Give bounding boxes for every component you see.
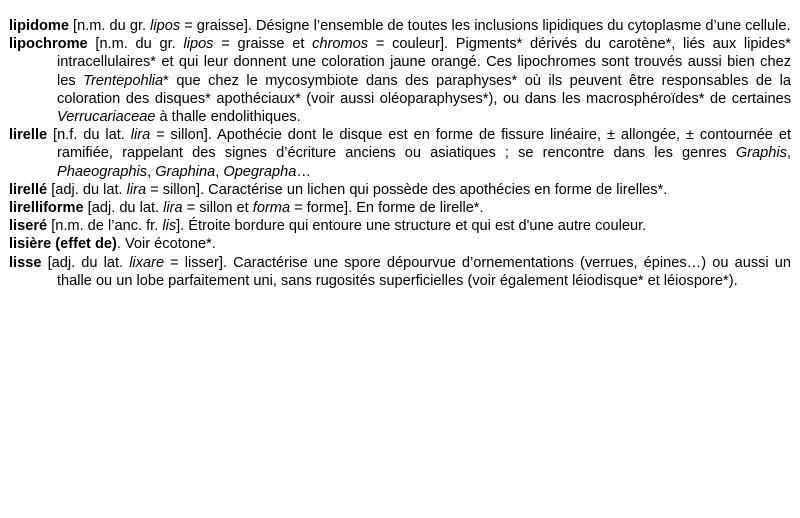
entry-italic-text: Opegrapha: [223, 163, 297, 180]
glossary-entry: [9, 17, 791, 35]
glossary-entry: [9, 254, 791, 290]
entry-definition-text: [adj. du lat.: [83, 200, 164, 217]
entry-definition-text: à thalle endolithiques.: [155, 109, 301, 126]
entry-definition-text: = sillon]. Caractérise un lichen qui possède des apothécies en forme de lirelles*.: [146, 181, 668, 198]
entry-italic-text: lira: [163, 200, 183, 217]
entry-definition-text: [n.m. de l’anc. fr.: [47, 218, 163, 235]
entry-italic-text: Phaeographis: [57, 163, 148, 180]
entry-definition-text: ,: [147, 163, 156, 180]
entry-definition-text: [n.m. du gr.: [87, 36, 184, 53]
entry-definition-text: = sillon]. Apothécie dont le disque est en forme de fissure linéaire, ± allongée, ± contournée et ramifiée, rappelant des signes d’écriture anciens ou asiatiques ; se rencontre dans les genres: [57, 127, 791, 162]
entry-definition-text: = couleur]. Pigments* dérivés du carotène*, liés aux lipides* intracellulaires* et qui leur donnent une coloration jaune orangé. Ces lipochromes sont trouvés aussi bien chez les: [57, 36, 791, 89]
glossary-entry: [9, 217, 791, 235]
entry-term: lirelle: [9, 127, 48, 144]
glossary-entry: [9, 35, 791, 126]
entry-italic-text: lira: [130, 127, 151, 144]
entry-definition-text: [adj. du lat.: [41, 254, 130, 271]
entry-definition-text: ,: [215, 163, 224, 180]
entry-term: lisière (effet de): [9, 236, 117, 253]
entry-term: lirelliforme: [9, 200, 84, 217]
entry-italic-text: lixare: [129, 254, 165, 271]
entry-italic-text: Graphis: [735, 145, 787, 162]
glossary-entry: [9, 181, 791, 199]
entry-definition-text: = sillon et: [182, 200, 253, 217]
entry-term: lirellé: [9, 181, 48, 198]
entry-italic-text: Verrucariaceae: [57, 109, 156, 126]
entry-definition-text: = graisse]. Désigne l’ensemble de toutes les inclusions lipidiques du cytoplasme d’une cellule.: [180, 18, 791, 34]
glossary-entry: [9, 235, 791, 253]
entry-italic-text: chromos: [312, 36, 369, 53]
entry-term: lipidome: [9, 18, 69, 34]
entry-italic-text: Graphina: [155, 163, 216, 180]
entry-italic-text: Trentepohlia: [83, 72, 164, 89]
entry-definition-text: ,: [786, 145, 791, 162]
glossary-entry: [9, 199, 791, 217]
glossary-entry: [9, 126, 791, 181]
entry-italic-text: forma: [252, 200, 291, 217]
entry-definition-text: [n.m. du gr.: [69, 18, 151, 34]
entry-italic-text: lira: [126, 181, 147, 198]
entry-definition-text: = graisse et: [213, 36, 313, 53]
entry-italic-text: lipos: [150, 18, 181, 34]
entry-definition-text: . Voir écotone*.: [116, 236, 216, 253]
entry-italic-text: lis: [162, 218, 177, 235]
entry-definition-text: = lisser]. Caractérise une spore dépourvue d’ornementations (verrues, épines…) ou aussi un thalle ou un lobe parfaitement uni, sans rugosités superficielles (voir également léiodisque* et léiospore*).: [57, 254, 791, 289]
entry-term: liseré: [9, 218, 48, 235]
entry-definition-text: …: [296, 163, 311, 180]
entry-definition-text: * que chez le mycosymbiote dans des paraphyses* où ils peuvent être responsables de la coloration des disques* apothéciaux* (voir aussi oléoparaphyses*), ou dans les macrosphéroïdes* de certaines: [57, 72, 791, 107]
glossary-page: [9, 17, 791, 290]
entry-definition-text: [n.f. du lat.: [47, 127, 131, 144]
entry-term: lipochrome: [9, 36, 88, 53]
entry-term: lisse: [9, 254, 42, 271]
entry-italic-text: lipos: [183, 36, 214, 53]
entry-definition-text: ]. Étroite bordure qui entoure une structure et qui est d'une autre couleur.: [176, 218, 647, 235]
entry-definition-text: [adj. du lat.: [47, 181, 127, 198]
entry-definition-text: = forme]. En forme de lirelle*.: [290, 200, 484, 217]
